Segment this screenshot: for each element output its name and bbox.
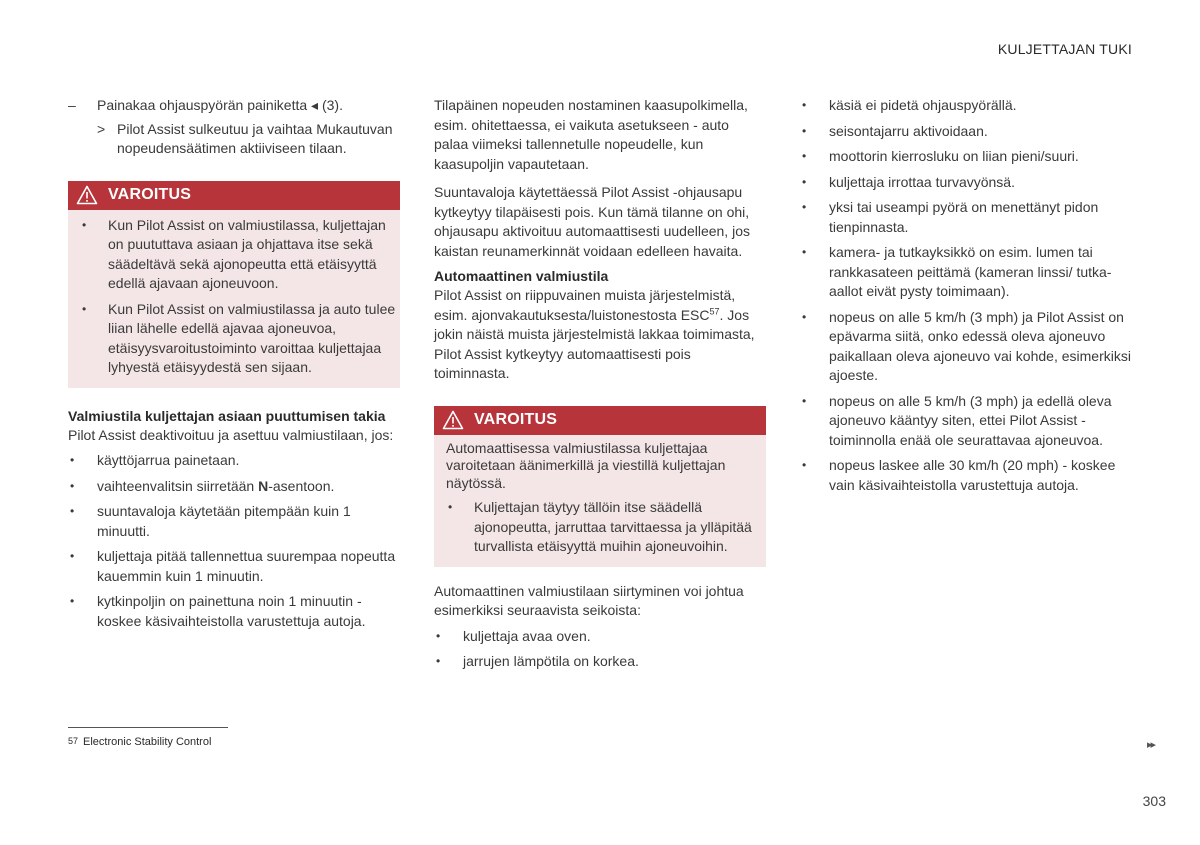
- list-item: [800, 392, 1132, 451]
- warning-header: [434, 406, 766, 435]
- bullet-icon: •: [82, 301, 87, 316]
- warning-title: VAROITUS: [474, 411, 558, 429]
- list-item: [434, 652, 766, 672]
- bullet-icon: •: [802, 393, 807, 408]
- list-item: [434, 627, 766, 647]
- list-item-text: kamera- ja tutkayksikkö on esim. lumen tai rankkasateen peittämä (kameran linssi/ tutka-aallot eivät pysty toimimaan).: [829, 244, 1112, 299]
- list-item-text: vaihteenvalitsin siirretään: [97, 477, 259, 494]
- condition-list: [68, 451, 400, 631]
- result-text: Pilot Assist sulkeutuu ja vaihtaa Mukautuvan nopeudensäätimen aktiiviseen tilaan.: [117, 120, 393, 156]
- warning-triangle-icon: [76, 185, 98, 205]
- bullet-icon: •: [70, 549, 75, 563]
- list-item: [68, 592, 400, 631]
- list-item: [800, 243, 1132, 302]
- list-item: [68, 502, 400, 541]
- list-item: [800, 96, 1132, 116]
- section-heading: Automaattinen valmiustila: [434, 268, 609, 284]
- column-middle: [434, 96, 766, 672]
- section-heading: Valmiustila kuljettajan asiaan puuttumisen takia: [68, 407, 386, 424]
- next-page-icon[interactable]: ▸▸: [1147, 739, 1155, 751]
- list-item-text: suuntavaloja käytetään pitempään kuin 1 minuutti.: [97, 503, 351, 539]
- bullet-icon: •: [802, 98, 807, 112]
- list-item-text: yksi tai useampi pyörä on menettänyt pidon tienpinnasta.: [829, 199, 1099, 235]
- list-item: [68, 451, 400, 471]
- bullet-icon: •: [82, 217, 87, 232]
- list-item-text: Kun Pilot Assist on valmiustilassa, kuljettajan on puututtava asiaan ja ohjattava itse sekä säädeltävä sekä ajonopeutta että etäisyyttä edellä ajavaan ajoneuvoon.: [108, 216, 386, 291]
- list-item: [800, 122, 1132, 142]
- list-item-text: käyttöjarrua painetaan.: [97, 452, 240, 468]
- paragraph: [434, 286, 766, 384]
- gear-position-label: N: [258, 477, 269, 494]
- step-item: [68, 96, 400, 116]
- warning-header: [68, 181, 400, 210]
- warning-box: [68, 181, 400, 388]
- list-item-text: käsiä ei pidetä ohjauspyörällä.: [829, 97, 1017, 113]
- list-item-text: kytkinpoljin on painettuna noin 1 minuutin - koskee käsivaihteistolla varustettuja autoja.: [97, 593, 366, 629]
- column-left: [68, 96, 400, 631]
- bullet-icon: •: [448, 500, 453, 514]
- list-item-text: kuljettaja avaa oven.: [463, 627, 591, 644]
- paragraph: Pilot Assist deaktivoituu ja asettuu valmiustilaan, jos:: [68, 426, 394, 443]
- bullet-icon: •: [802, 245, 807, 259]
- list-item-text: kuljettaja irrottaa turvavyönsä.: [829, 173, 1015, 190]
- footnote-text: Electronic Stability Control: [83, 736, 212, 748]
- bullet-icon: •: [802, 149, 807, 163]
- warning-list: [434, 498, 766, 557]
- step-text: Painakaa ohjauspyörän painiketta ◂ (3).: [97, 97, 343, 113]
- list-item: [800, 308, 1132, 386]
- warning-text: Automaattisessa valmiustilassa kuljettajaa varoitetaan äänimerkillä ja viestillä kuljettajan näytössä.: [446, 439, 726, 491]
- result-item: [68, 120, 400, 159]
- list-item: [68, 216, 400, 294]
- warning-triangle-icon: [442, 410, 464, 430]
- list-item: [68, 547, 400, 586]
- list-item: [68, 477, 400, 497]
- bullet-icon: •: [70, 453, 75, 467]
- list-item-text: nopeus on alle 5 km/h (3 mph) ja edellä oleva ajoneuvo kääntyy siten, ettei Pilot Assist -toiminnolla enää ole seurattavaa ajoneuvoa.: [829, 392, 1112, 448]
- warning-box: [434, 406, 766, 567]
- bullet-icon: •: [70, 594, 75, 608]
- paragraph: Automaattinen valmiustilaan siirtyminen voi johtua esimerkiksi seuraavista seikoista:: [434, 582, 744, 618]
- bullet-icon: •: [70, 504, 75, 518]
- list-item-text: Kun Pilot Assist on valmiustilassa ja auto tulee liian lähelle edellä ajavaa ajoneuvoa, etäisyysvaroitustoiminto varoittaa kuljettajaa lyhyestä etäisyydestä sen sijaan.: [108, 300, 396, 375]
- list-item-text: nopeus laskee alle 30 km/h (20 mph) - koskee vain käsivaihteistolla varustettuja autoja.: [829, 457, 1116, 493]
- list-item-text: -asentoon.: [268, 477, 335, 494]
- condition-list: [800, 96, 1132, 495]
- footnote-number: 57: [68, 736, 79, 746]
- column-right: [800, 96, 1132, 495]
- list-item-text: jarrujen lämpötila on korkea.: [463, 653, 639, 669]
- warning-list: [68, 216, 400, 378]
- bullet-icon: •: [436, 654, 441, 668]
- list-item-text: nopeus on alle 5 km/h (3 mph) ja Pilot Assist on epävarma siitä, onko edessä oleva ajoneuvo paikallaan oleva ajoneuvo vai kohde, esimerkiksi ajoeste.: [829, 308, 1131, 383]
- footnote: [68, 732, 211, 753]
- bullet-icon: •: [436, 628, 441, 643]
- footnote-divider: [68, 727, 228, 728]
- paragraph: Tilapäinen nopeuden nostaminen kaasupolkimella, esim. ohitettaessa, ei vaikuta asetukseen - auto palaa viimeksi tallennetulle nopeudelle, kun kaasupoljin vapautetaan.: [434, 97, 748, 172]
- page-number: 303: [1142, 793, 1166, 809]
- list-item-text: Kuljettajan täytyy tällöin itse säädellä ajonopeutta, jarruttaa tarvittaessa ja ylläpitää turvallista etäisyyttä muihin ajoneuvoihin.: [474, 499, 752, 554]
- bullet-icon: •: [802, 123, 807, 138]
- paragraph: Suuntavaloja käytettäessä Pilot Assist -ohjausapu kytkeytyy tilapäisesti pois. Kun tämä tilanne on ohi, ohjausapu aktivoituu automaattisesti uudelleen, jos kaistan reunamerkinnät voidaan edelleen havaita.: [434, 184, 750, 259]
- bullet-icon: •: [802, 174, 807, 189]
- condition-list: [434, 627, 766, 672]
- list-item: [68, 300, 400, 378]
- list-item: [800, 198, 1132, 237]
- bullet-icon: •: [802, 309, 807, 324]
- paragraph-text: Pilot Assist on riippuvainen muista järjestelmistä, esim. ajonvakautuksesta/luistonestosta ESC: [434, 287, 736, 323]
- bullet-icon: •: [70, 478, 75, 493]
- bullet-icon: •: [802, 458, 807, 472]
- list-item: [800, 456, 1132, 495]
- list-item-text: seisontajarru aktivoidaan.: [829, 122, 988, 139]
- list-item-text: kuljettaja pitää tallennettua suurempaa nopeutta kauemmin kuin 1 minuutin.: [97, 548, 396, 584]
- section-header: KULJETTAJAN TUKI: [997, 41, 1132, 57]
- list-item: [800, 147, 1132, 167]
- footnote-reference: 57: [709, 305, 720, 316]
- warning-title: VAROITUS: [108, 186, 192, 204]
- paragraph-text: . Jos jokin näistä muista järjestelmistä lakkaa toimimasta, Pilot Assist kytkeytyy automaattisesti pois toiminnasta.: [434, 306, 755, 381]
- list-item: [800, 173, 1132, 193]
- list-item-text: moottorin kierrosluku on liian pieni/suuri.: [829, 148, 1079, 164]
- result-marker: >: [97, 120, 106, 137]
- list-item: [434, 498, 766, 557]
- bullet-icon: •: [802, 200, 807, 214]
- dash-marker: –: [68, 97, 76, 113]
